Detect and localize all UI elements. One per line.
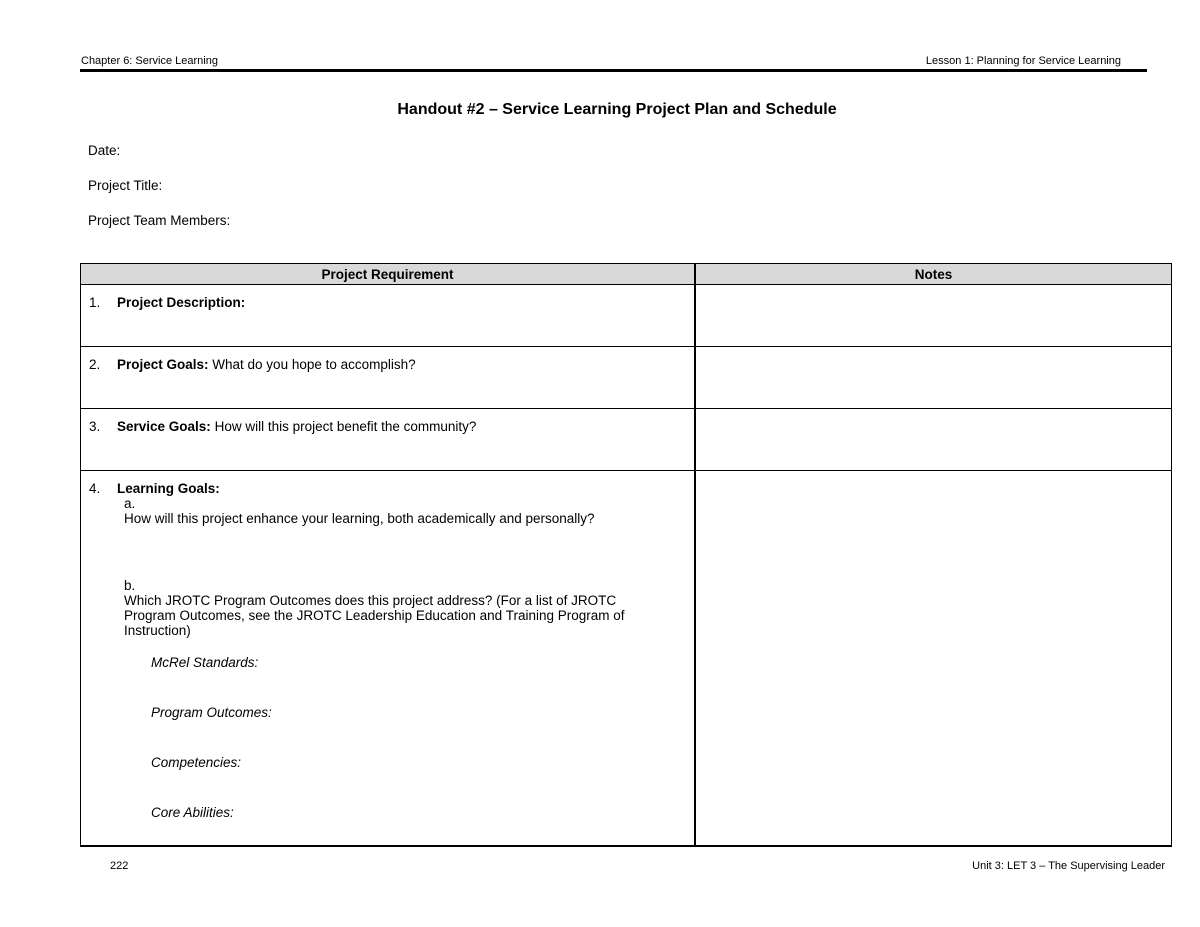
lesson-header: Lesson 1: Planning for Service Learning [925, 55, 1121, 67]
project-title-label: Project Title: [88, 178, 163, 193]
requirement-cell [81, 347, 696, 409]
table-row [81, 471, 1172, 846]
row-number: 4. [89, 481, 101, 496]
row-number: 3. [89, 419, 101, 434]
header-rule [80, 69, 1147, 72]
column-header-notes: Notes [695, 264, 1172, 285]
table-header-row [81, 264, 1172, 285]
program-outcomes-label: Program Outcomes: [151, 705, 272, 720]
chapter-header: Chapter 6: Service Learning [81, 55, 218, 67]
team-members-label: Project Team Members: [88, 213, 231, 228]
core-abilities-label: Core Abilities: [151, 805, 234, 820]
notes-cell[interactable] [695, 409, 1172, 471]
requirement-label: Project Goals: [117, 357, 209, 372]
table-row [81, 285, 1172, 347]
table-row [81, 409, 1172, 471]
requirement-text: What do you hope to accomplish? [208, 357, 416, 372]
requirement-label: Learning Goals: [117, 481, 220, 496]
requirement-cell [81, 409, 696, 471]
requirement-label: Service Goals: [117, 419, 211, 434]
row-number: 2. [89, 357, 101, 372]
project-plan-table [80, 263, 1172, 847]
column-header-requirement: Project Requirement [81, 264, 696, 285]
requirement-label: Project Description: [117, 295, 246, 310]
requirement-text: How will this project benefit the community? [210, 419, 477, 434]
requirement-cell [81, 285, 696, 347]
date-label: Date: [88, 143, 121, 158]
page-number: 222 [110, 860, 129, 872]
row-number: 1. [89, 295, 101, 310]
notes-cell[interactable] [695, 471, 1172, 846]
sub-item-a: a.How will this project enhance your learning, both academically and personally? [124, 496, 595, 526]
mcrel-standards-label: McRel Standards: [151, 655, 259, 670]
unit-footer: Unit 3: LET 3 – The Supervising Leader [972, 860, 1165, 872]
competencies-label: Competencies: [151, 755, 242, 770]
page-title: Handout #2 – Service Learning Project Plan and Schedule [397, 101, 837, 118]
notes-cell[interactable] [695, 347, 1172, 409]
notes-cell[interactable] [695, 285, 1172, 347]
table-row [81, 347, 1172, 409]
sub-item-b: b.Which JROTC Program Outcomes does this project address? (For a list of JROTC Program Outcomes, see the JROTC Leadership Education and Training Program of Instruction) [124, 578, 625, 638]
requirement-cell [81, 471, 696, 846]
